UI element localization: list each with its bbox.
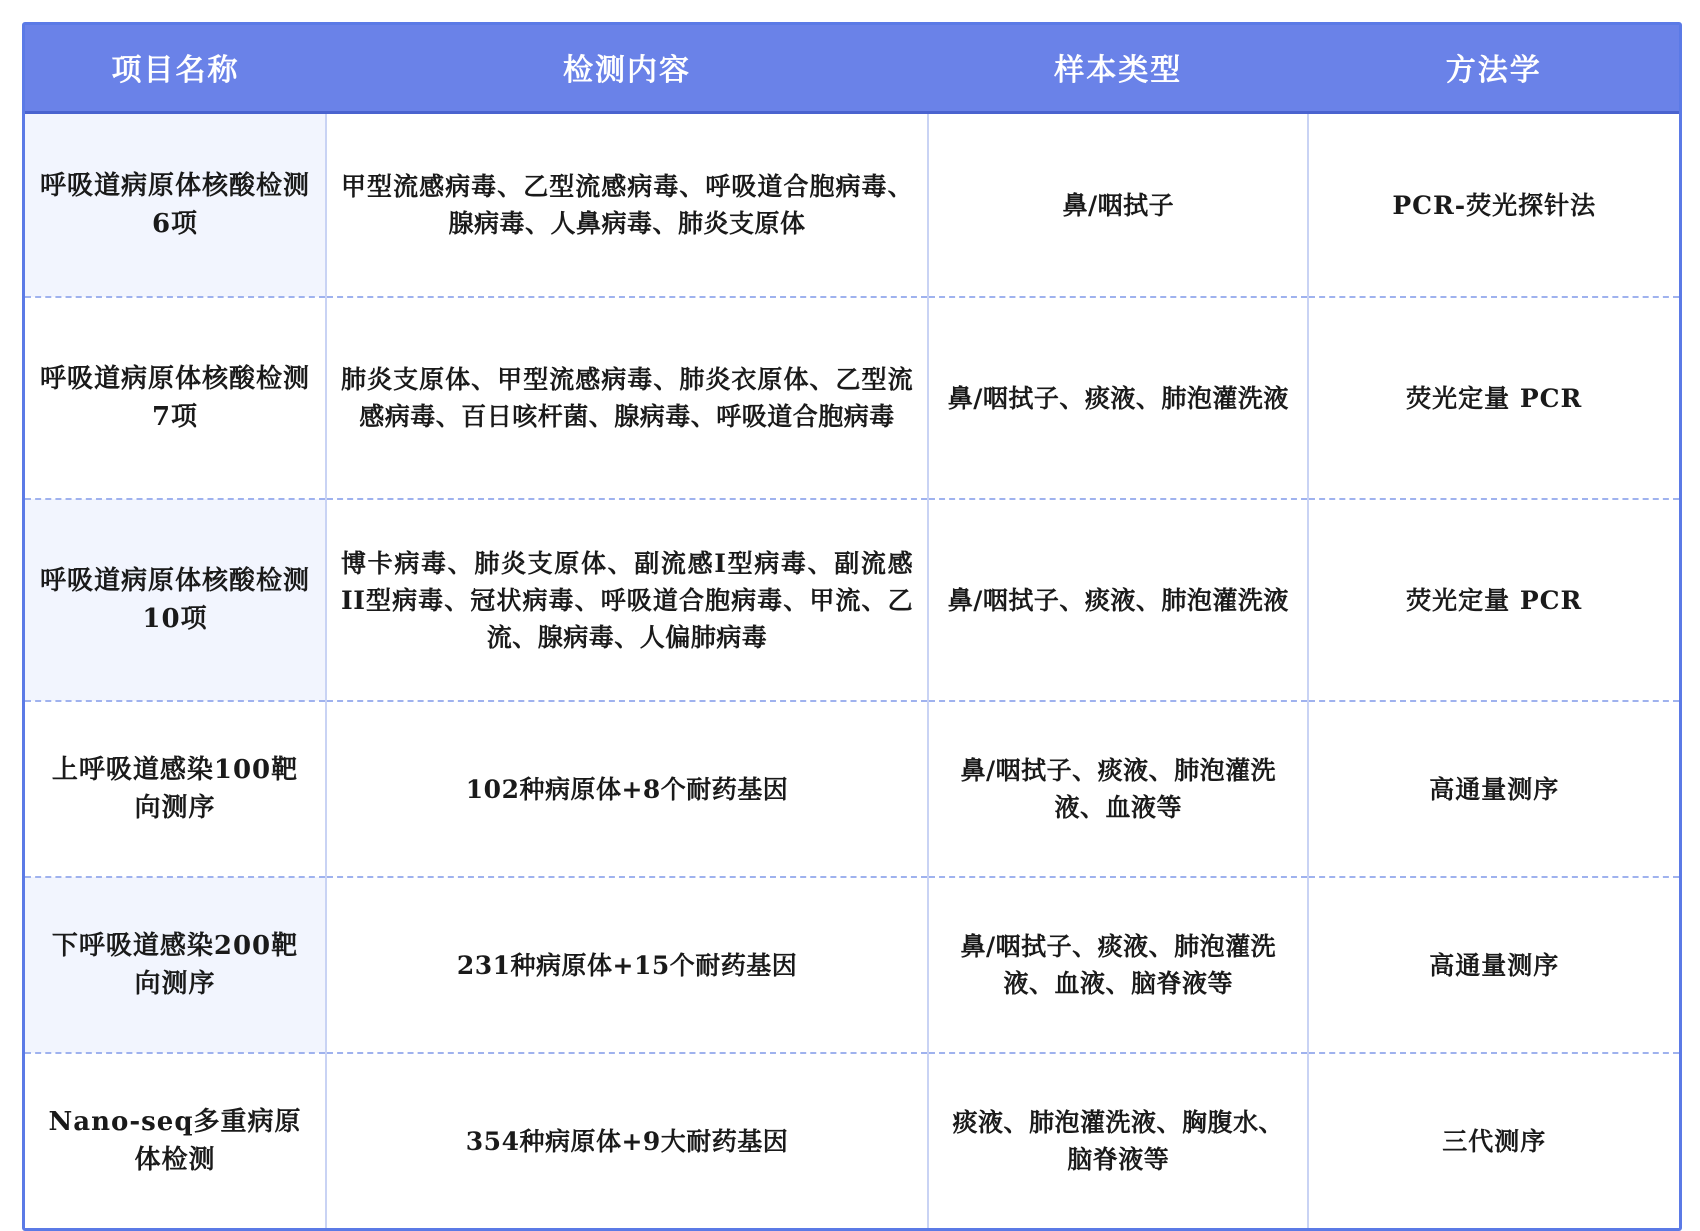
table-header [25,25,1679,113]
cell-sample-type: 鼻/咽拭子、痰液、肺泡灌洗液、血液等 [928,701,1308,877]
cell-test-content: 博卡病毒、肺炎支原体、副流感I型病毒、副流感II型病毒、冠状病毒、呼吸道合胞病毒、甲流、乙流、腺病毒、人偏肺病毒 [326,499,928,701]
table-row [25,1053,1679,1228]
cell-project-name: 呼吸道病原体核酸检测7项 [25,297,326,499]
column-header-test-content: 检测内容 [326,25,928,113]
cell-project-name: 下呼吸道感染200靶向测序 [25,877,326,1053]
cell-sample-type: 痰液、肺泡灌洗液、胸腹水、脑脊液等 [928,1053,1308,1228]
cell-test-content: 甲型流感病毒、乙型流感病毒、呼吸道合胞病毒、腺病毒、人鼻病毒、肺炎支原体 [326,113,928,298]
cell-methodology: 高通量测序 [1308,701,1679,877]
cell-test-content: 354种病原体+9大耐药基因 [326,1053,928,1228]
table-row [25,297,1679,499]
respiratory-pathogen-test-table [22,22,1682,1231]
cell-project-name: 呼吸道病原体核酸检测6项 [25,113,326,298]
cell-sample-type: 鼻/咽拭子、痰液、肺泡灌洗液 [928,499,1308,701]
table-row [25,877,1679,1053]
table-row [25,701,1679,877]
column-header-sample-type: 样本类型 [928,25,1308,113]
cell-methodology: 高通量测序 [1308,877,1679,1053]
cell-methodology: PCR-荧光探针法 [1308,113,1679,298]
cell-methodology: 三代测序 [1308,1053,1679,1228]
table-row [25,113,1679,298]
cell-test-content: 231种病原体+15个耐药基因 [326,877,928,1053]
table-body [25,113,1679,1229]
cell-sample-type: 鼻/咽拭子、痰液、肺泡灌洗液 [928,297,1308,499]
cell-sample-type: 鼻/咽拭子 [928,113,1308,298]
cell-project-name: 上呼吸道感染100靶向测序 [25,701,326,877]
cell-project-name: Nano-seq多重病原体检测 [25,1053,326,1228]
column-header-project-name: 项目名称 [25,25,326,113]
column-header-methodology: 方法学 [1308,25,1679,113]
cell-methodology: 荧光定量 PCR [1308,499,1679,701]
cell-project-name: 呼吸道病原体核酸检测10项 [25,499,326,701]
cell-test-content: 肺炎支原体、甲型流感病毒、肺炎衣原体、乙型流感病毒、百日咳杆菌、腺病毒、呼吸道合胞病毒 [326,297,928,499]
table-row [25,499,1679,701]
cell-sample-type: 鼻/咽拭子、痰液、肺泡灌洗液、血液、脑脊液等 [928,877,1308,1053]
header-row [25,25,1679,113]
cell-methodology: 荧光定量 PCR [1308,297,1679,499]
cell-test-content: 102种病原体+8个耐药基因 [326,701,928,877]
spec-table [25,25,1679,1228]
